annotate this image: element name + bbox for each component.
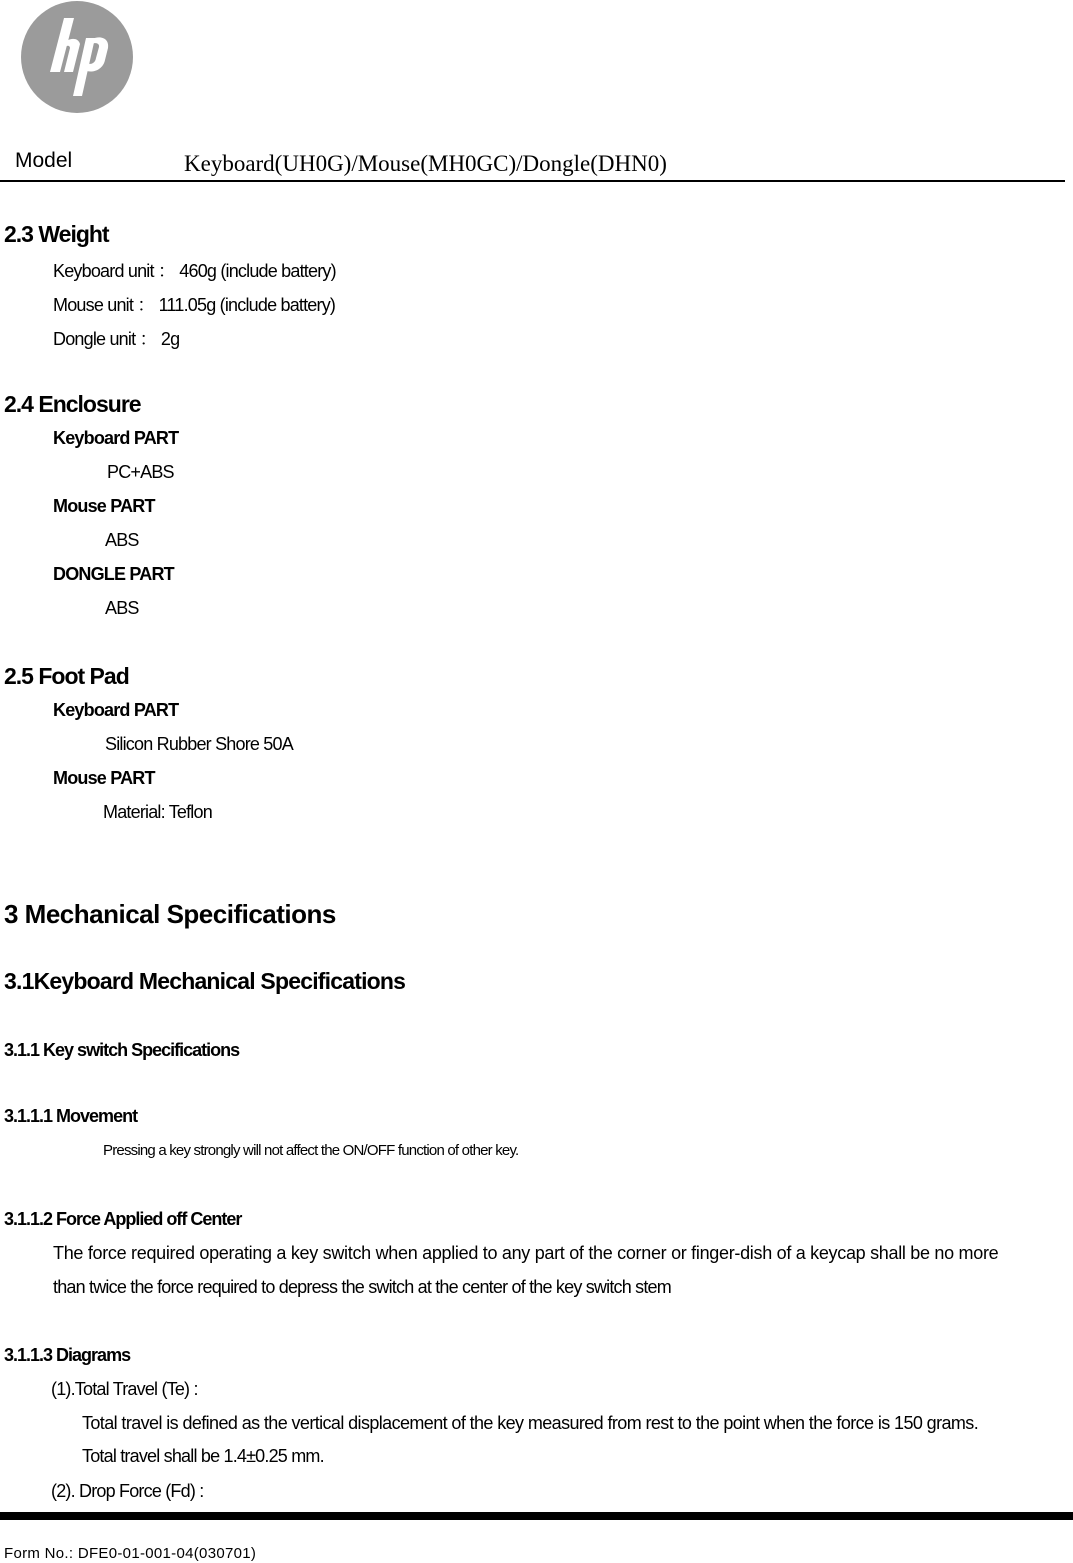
diagrams-heading: 3.1.1.3 Diagrams	[4, 1345, 131, 1365]
enclosure-mouse-material: ABS	[105, 530, 139, 550]
drop-force-label: (2). Drop Force (Fd) :	[51, 1481, 204, 1501]
enclosure-keyboard-material: PC+ABS	[107, 462, 174, 482]
enclosure-heading: 2.4 Enclosure	[4, 391, 141, 417]
weight-mouse: Mouse unit ： 111.05g (include battery)	[53, 295, 336, 315]
movement-heading: 3.1.1.1 Movement	[4, 1106, 138, 1126]
keyboard-mechanical-heading: 3.1Keyboard Mechanical Specifications	[4, 968, 406, 994]
form-number: Form No.: DFE0-01-001-04(030701)	[4, 1545, 257, 1562]
footer-divider	[0, 1512, 1073, 1520]
key-switch-heading: 3.1.1 Key switch Specifications	[4, 1040, 240, 1060]
force-heading: 3.1.1.2 Force Applied off Center	[4, 1209, 242, 1229]
foot-pad-heading: 2.5 Foot Pad	[4, 663, 129, 689]
movement-text: Pressing a key strongly will not affect the ON/OFF function of other key.	[103, 1142, 519, 1159]
weight-heading: 2.3 Weight	[4, 221, 109, 247]
foot-pad-mouse-material: Material: Teflon	[103, 802, 212, 822]
total-travel-line1: Total travel is defined as the vertical displacement of the key measured from rest to the point when the force is 150 grams.	[82, 1413, 979, 1433]
force-text-line1: The force required operating a key switch when applied to any part of the corner or finger-dish of a keycap shall be no more	[53, 1243, 999, 1263]
header-divider	[0, 180, 1065, 182]
foot-pad-keyboard-material: Silicon Rubber Shore 50A	[105, 734, 293, 754]
enclosure-dongle-material: ABS	[105, 598, 139, 618]
force-text-line2: than twice the force required to depress the switch at the center of the key switch stem	[53, 1277, 671, 1297]
total-travel-label: (1).Total Travel (Te) :	[51, 1379, 198, 1399]
enclosure-dongle-part: DONGLE PART	[53, 564, 174, 584]
weight-keyboard: Keyboard unit ： 460g (include battery)	[53, 261, 336, 281]
enclosure-mouse-part: Mouse PART	[53, 496, 155, 516]
total-travel-line2: Total travel shall be 1.4±0.25 mm.	[82, 1446, 324, 1466]
model-label: Model	[15, 149, 73, 172]
foot-pad-keyboard-part: Keyboard PART	[53, 700, 179, 720]
weight-dongle: Dongle unit ： 2g	[53, 329, 180, 349]
hp-logo-icon	[20, 0, 134, 114]
mechanical-heading: 3 Mechanical Specifications	[4, 899, 336, 929]
foot-pad-mouse-part: Mouse PART	[53, 768, 155, 788]
model-value: Keyboard(UH0G)/Mouse(MH0GC)/Dongle(DHN0)	[184, 151, 667, 176]
enclosure-keyboard-part: Keyboard PART	[53, 428, 179, 448]
